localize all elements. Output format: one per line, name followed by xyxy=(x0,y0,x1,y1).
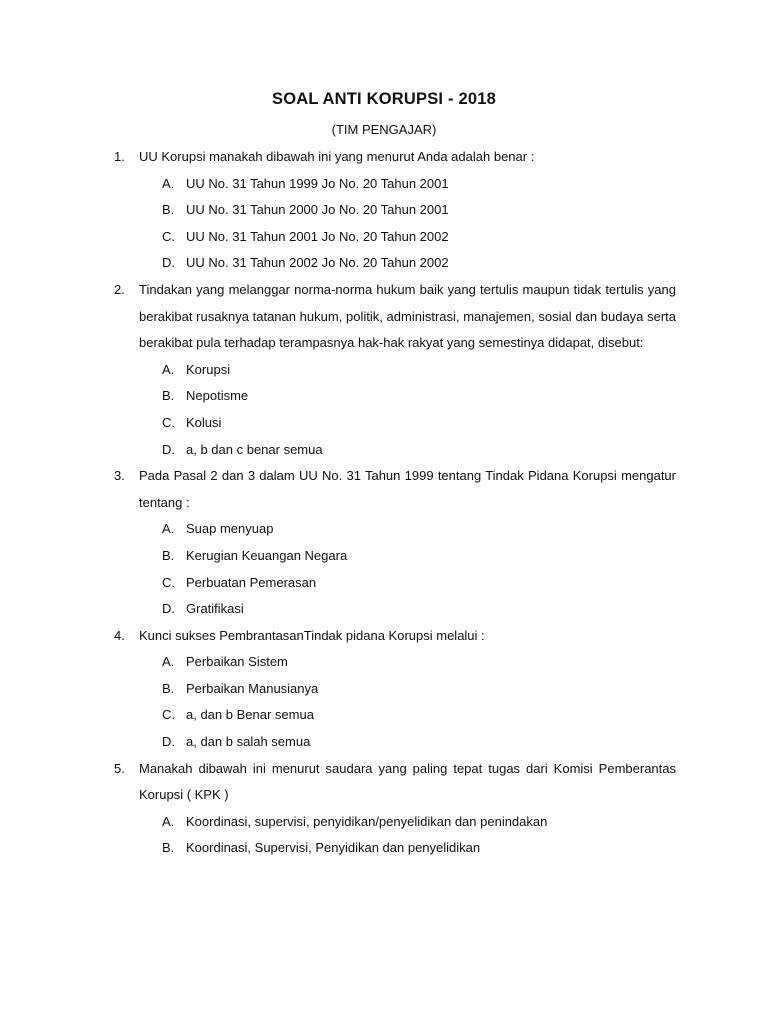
option-text: a, dan b Benar semua xyxy=(186,707,314,723)
question-4 xyxy=(114,623,676,756)
option-letter: A. xyxy=(162,361,175,377)
option-c xyxy=(162,410,676,437)
option-letter: D. xyxy=(162,601,175,617)
option-letter: A. xyxy=(162,654,175,670)
option-letter: D. xyxy=(162,441,175,457)
option-list xyxy=(139,649,676,755)
question-3 xyxy=(114,463,676,623)
question-text: Manakah dibawah ini menurut saudara yang paling tepat tugas dari Komisi Pemberantas Korupsi ( KPK ) xyxy=(139,760,676,803)
option-a xyxy=(162,171,676,198)
question-5 xyxy=(114,756,676,862)
option-c xyxy=(162,702,676,729)
option-d xyxy=(162,437,676,464)
option-d xyxy=(162,596,676,623)
option-text: UU No. 31 Tahun 2002 Jo No. 20 Tahun 2002 xyxy=(186,255,449,271)
option-a xyxy=(162,809,676,836)
option-b xyxy=(162,676,676,703)
option-b xyxy=(162,543,676,570)
option-letter: B. xyxy=(162,202,175,218)
question-text: Kunci sukses PembrantasanTindak pidana Korupsi melalui : xyxy=(139,627,485,643)
option-list xyxy=(139,809,676,862)
option-text: UU No. 31 Tahun 2001 Jo No. 20 Tahun 2002 xyxy=(186,228,449,244)
question-number: 3. xyxy=(114,468,125,484)
option-d xyxy=(162,250,676,277)
option-list xyxy=(139,516,676,622)
option-text: Kerugian Keuangan Negara xyxy=(186,547,348,563)
option-text: Nepotisme xyxy=(186,388,249,404)
option-text: Kolusi xyxy=(186,414,222,430)
option-text: Koordinasi, Supervisi, Penyidikan dan penyelidikan xyxy=(186,840,481,856)
option-letter: C. xyxy=(162,414,175,430)
option-letter: D. xyxy=(162,734,175,750)
option-letter: C. xyxy=(162,228,175,244)
question-2 xyxy=(114,277,676,463)
option-letter: A. xyxy=(162,813,175,829)
option-letter: D. xyxy=(162,255,175,271)
option-text: Korupsi xyxy=(186,361,231,377)
question-number: 4. xyxy=(114,627,125,643)
question-list xyxy=(114,144,676,862)
option-letter: B. xyxy=(162,680,175,696)
option-letter: B. xyxy=(162,388,175,404)
option-text: Gratifikasi xyxy=(186,601,244,617)
option-text: Perbuatan Pemerasan xyxy=(186,574,317,590)
option-letter: A. xyxy=(162,175,175,191)
option-letter: A. xyxy=(162,521,175,537)
option-text: Perbaikan Sistem xyxy=(186,654,288,670)
option-list xyxy=(139,171,676,277)
option-letter: B. xyxy=(162,547,175,563)
option-c xyxy=(162,570,676,597)
option-list xyxy=(139,357,676,463)
question-text: UU Korupsi manakah dibawah ini yang menurut Anda adalah benar : xyxy=(139,149,535,164)
option-letter: B. xyxy=(162,840,175,856)
document-title: SOAL ANTI KORUPSI - 2018 xyxy=(272,90,496,108)
question-number: 2. xyxy=(114,281,125,297)
option-letter: C. xyxy=(162,574,175,590)
option-b xyxy=(162,197,676,224)
option-text: Suap menyuap xyxy=(186,521,274,537)
option-c xyxy=(162,224,676,251)
question-number: 5. xyxy=(114,760,125,776)
question-number: 1. xyxy=(114,149,125,164)
option-letter: C. xyxy=(162,707,175,723)
option-text: UU No. 31 Tahun 1999 Jo No. 20 Tahun 2001 xyxy=(186,175,449,191)
option-text: Perbaikan Manusianya xyxy=(186,680,319,696)
option-text: Koordinasi, supervisi, penyidikan/penyelidikan dan penindakan xyxy=(186,813,548,829)
question-1 xyxy=(114,144,676,277)
option-text: UU No. 31 Tahun 2000 Jo No. 20 Tahun 2001 xyxy=(186,202,449,218)
option-text: a, dan b salah semua xyxy=(186,734,311,750)
option-b xyxy=(162,383,676,410)
option-text: a, b dan c benar semua xyxy=(186,441,323,457)
question-text: Pada Pasal 2 dan 3 dalam UU No. 31 Tahun 1999 tentang Tindak Pidana Korupsi mengatur tentang : xyxy=(139,468,676,510)
document-subtitle: (TIM PENGAJAR) xyxy=(331,122,437,137)
option-b xyxy=(162,835,676,862)
option-a xyxy=(162,357,676,384)
question-text: Tindakan yang melanggar norma-norma hukum baik yang tertulis maupun tidak tertulis yang berakibat rusaknya tatanan hukum, politik, administrasi, manajemen, sosial dan budaya serta berakibat pula terhadap terampasnya hak-hak rakyat yang semestinya didapat, disebut: xyxy=(139,281,676,351)
option-a xyxy=(162,516,676,543)
option-d xyxy=(162,729,676,756)
option-a xyxy=(162,649,676,676)
